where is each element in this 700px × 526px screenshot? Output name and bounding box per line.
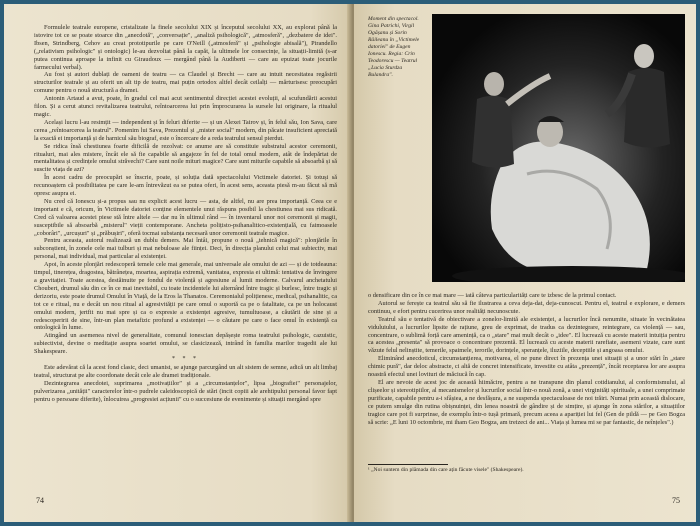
left-text-column bbox=[34, 24, 337, 486]
right-paragraph-4: Eliminând anecdoticul, circumstanțierea, motivarea, el ne pune direct în prezența unei situații și a unor stări în „stare chimic pură", dar deloc abstracte, ci altă de concret intensificate, investite cu atâta „prezență", încât receptarea lor are asupra noastră efectul unei lovituri de măciucă în cap. bbox=[368, 355, 685, 379]
section-separator: * * * bbox=[172, 356, 199, 363]
stage-photo bbox=[432, 14, 685, 282]
left-paragraph-11: Este adevărat că la acest fond clasic, deci umanist, se ajunge parcurgând un alt sistem de semne, adică un alt limbaj teatral, structurat pe alte coordonate decât cele ale dramei tradiționale. bbox=[34, 363, 337, 379]
left-page bbox=[4, 4, 352, 522]
left-paragraph-7: Nu cred că Ionescu și-a propus sau nu explicit acest lucru — asta, de altfel, nu are prea importanță. Ceea ce e important e că, oricum, în Victimele datoriei conține elementele unui răspuns posibil la chestiunea mai sus ridicată. Cred că valoarea acestei piese stă între altele — dar nu în ultimul rând — în inventarul unor noi ceremonii și magii, susceptibile să absoarbă „misterul" vieții contemporane. Ancheta polițisto-psihanalitico-existențială, cu faimoasele „coborâri", „urcușuri" și „prăbușiri", oferă tocmai substanța necesară unor ceremonii teatrale magice. bbox=[34, 197, 337, 237]
left-paragraph-12: Dezintegrarea anecdotei, suprimarea „motivațiilor" și a „circumstanțelor", lipsa „biografiei" personajelor, pulverizarea „unității" caracterelor într-o pudrele caleidoscopică de stări (incit copiii ale arehtipului personal favor fapt pentru o persoane diferite), înlocuirea „progresiei acțiunii" cu o succesiune de evenimente și situații mergând spre bbox=[34, 379, 337, 403]
footnote: ¹ „Noi suntem din plămada din care ațin făcute visele" (Shakespeare). bbox=[368, 467, 524, 473]
right-paragraph-1: o densificare din ce în ce mai mare — iată câteva particularități care te izbesc de la primul contact. bbox=[368, 292, 617, 299]
left-paragraph-9: Apoi, în aceste plonjări redescoperă temele cele mai generale, mai universale ale omului de azi — și de totdeauna: timpul, tinerețea, dragostea, bătrânețea, moartea, aspirația extremă, vanitatea, expresia ei ultimă: tentativa de învingere a gravitației. Toate acestea, destăinuite pe fondul de violență și agresiune al lumii moderne. Calvarul anchetatului Choubert, drumul său din ce în ce mai inevitabil, cu toate incidentele lui alternând între tragic și burlesc, între tragic și derizoriu, este poate drumul Omului în Viață, de la Eros la Thanatos. Ceremonialul polițienesc, medical, psihanalitic, ca tot ce e ritual, nu e decât un nou ritual al agresivității pe care omul o suportă ca pe o fatalitate, ca pe un holocaust omului modern, jertfit nu mai spre și ca o expresie a existenței agresive, tumultuoase, a căutării de sine și a redescoperirii de sine, într-un plan metafizic profund a existenței — o căutare pe care o face omul în existență ca ontologică în lume. bbox=[34, 261, 337, 332]
stage-photo-illustration bbox=[432, 14, 685, 282]
left-paragraph-2: Au fost și autori dublați de oameni de teatru — ca Claudel și Brecht — care au intuit necesitatea regăsirii structurilor teatrale și au oferit un alt tip de teatru, mai puțin ortodox altfel decât ceilalți — mărturisesc preocupări comune pentru o nouă structură a dramei. bbox=[34, 71, 337, 95]
left-paragraph-5: Se ridica însă chestiunea foarte dificilă de rezolvat: ce anume are să constituie substratul acestor ceremonii, ritualuri, mai ales mistere, încât ele să fie capabile să angajeze în fel de total omul modern, atât de îndepărtat de mentalitatea și credințele omului străvechi? Care sunt noile mituri magice? Care sunt miturile capabile să absoarbă și să suscite viața de azi? bbox=[34, 142, 337, 174]
left-paragraph-3: Antonin Artaud a avut, poate, în gradul cel mai acut sentimentul direcției acestei evoluții, al scufundării acestui filon. Și a cerut atunci revitalizarea teatrului, reîntoarcerea lui prin împrocurarea la sursele lui originare, la ritualul magic. bbox=[34, 95, 337, 118]
right-text-column bbox=[368, 292, 685, 462]
page-number-left: 74 bbox=[36, 496, 44, 505]
right-page bbox=[354, 4, 696, 522]
photo-caption: Moment din spectacol. Gina Patrichi, Virgil Ogășanu și Sorin Răileanu în „Victimele datoriei" de Eugen Ionescu. Regia: Crin Teodorescu — Teatrul „Lucia Sturdza Bulandra". bbox=[368, 16, 420, 78]
left-paragraph-10: Atingând un asemenea nivel de generalitate, comunul ionescian depășește roma teatrului psihologic, cazuistic, subiectivist, devine o meditație asupra soartei omului, se clasicizează, intrând în familia marilor tragedii ale lui Shakespeare. bbox=[34, 332, 337, 356]
left-paragraph-6: În acest cadru de preocupări se înscrie, poate, și soluția dată spectacolului Victimele datoriei. Și totuși să recunoaștem că posibilitatea pe care le-am întrevăzut ea se putea oferi, în acest sens, aceasta piesă m-au făcut să mă opresc asupra ei. bbox=[34, 174, 337, 198]
footnote-divider bbox=[368, 464, 448, 465]
page-number-right: 75 bbox=[672, 496, 680, 505]
right-paragraph-2: Autorul se ferește ca teatrul său să fie ilustrarea a ceva deja-dat, deja-cunoscut. Pentru el, teatrul e explorare, e demers continuu, e efort pentru cucerirea unor realități necunoscute. bbox=[368, 299, 685, 315]
left-paragraph-1: Formulele teatrale europene, cristalizate la finele secolului XIX și începutul secolului XX, au explorat până la istovire tot ce se poate stoarce din „anecdotă", „conversație", „analiză psihologică", „atmosferă", „dezbatere de idei". Ibsen, Strindberg, Cehov au creat prototipurile pe care O'Neill („atmosferă" și „psihologie abisală"), Pirandello („relativism psihologic" și ontologic) le-au dezvoltat până la capăt, la ultimele lor consecințe, la situații-limită (s-ar putea continua aproape la infinit cu Giraudoux — mergând până la Audiberti — care au epuizat toate jocurile farmecului verbal). bbox=[34, 24, 337, 71]
book-spread bbox=[4, 4, 696, 522]
left-paragraph-4: Același lucru l-au resimțit — independent și în feluri diferite — și un Alexei Tairov și, în felul său, Ion Sava, care cerea „reîntoarcerea la teatrul". Pomenim lui Sava, Prezentul și „mister social" modern, din păcate insuficient apreciată la exactă ei importanță și de harnicul său biograf, este o încercare de a reda teatrului sensul pierdut. bbox=[34, 118, 337, 142]
right-paragraph-5: El are nevoie de acest joc de această hiimăcire, pentru a ne transpune din planul cotidianului, al conformismului, al clișeelor și stereotipiilor, al mecanismelor și lucrurilor social într-o nouă zonă, a unei virginități spirituale, a unei comprimate purificate, capabile pentru a-i sfâșiea, a ne desfășura, a ne suspenda spectaculoase de noi trăiri. Numai prin această dislocare, ce putem smulge din rutina obișnuinței, din lenea noastră de gândire și de simțire, și ajunge în zona stărilor, a situațiilor tragice care pot fi surprinse, de exemplu într-o tușă primară, precum aceea a apariției lui fel (Gen de pildă — pe Geo Bogza să scrie: „E luni 10 octombrie, mi iham Geo Bogza, am treizeci de ani... Viața și lumea mi se par fantastic, de neînțeles".) bbox=[368, 378, 685, 426]
right-paragraph-3: Teatrul său e tentativă de obiectivare a zonelor-limită ale existenței, a lucrurilor încă nenumite, situate în vecinătatea viduluiului, a lucrurilor lipsite de rațiune, greu de exprimat, de tradus ca dezintegrare, reintegrare, ca violență — sau, concentrare, o sublimă forță care amenință, ca o „stare" mai mult decât o „idee". El lucrează cu aceste materii intuiția pentru ca acestea „presenta" să provoace o concentrare prezentă. El lucrează cu aceste materii rarefiate, asemeni vizate, care sunt văzute felul nelinștite, temerile, spaimele, terorile, dorințele, speranțele, iluziile, deceptiile și angoasa omului. bbox=[368, 315, 685, 355]
left-paragraph-8: Pentru aceasta, autorul realizează un dublu demers. Mai întâi, propune o nouă „tehnică magică": plonjările în subconștient, în zonele cele mai tulburi și mai nebuloase ale ființei. Deci, în direcția planului celui mai subiectiv, mai personal, mai individual, mai particular al existenței. bbox=[34, 237, 337, 261]
